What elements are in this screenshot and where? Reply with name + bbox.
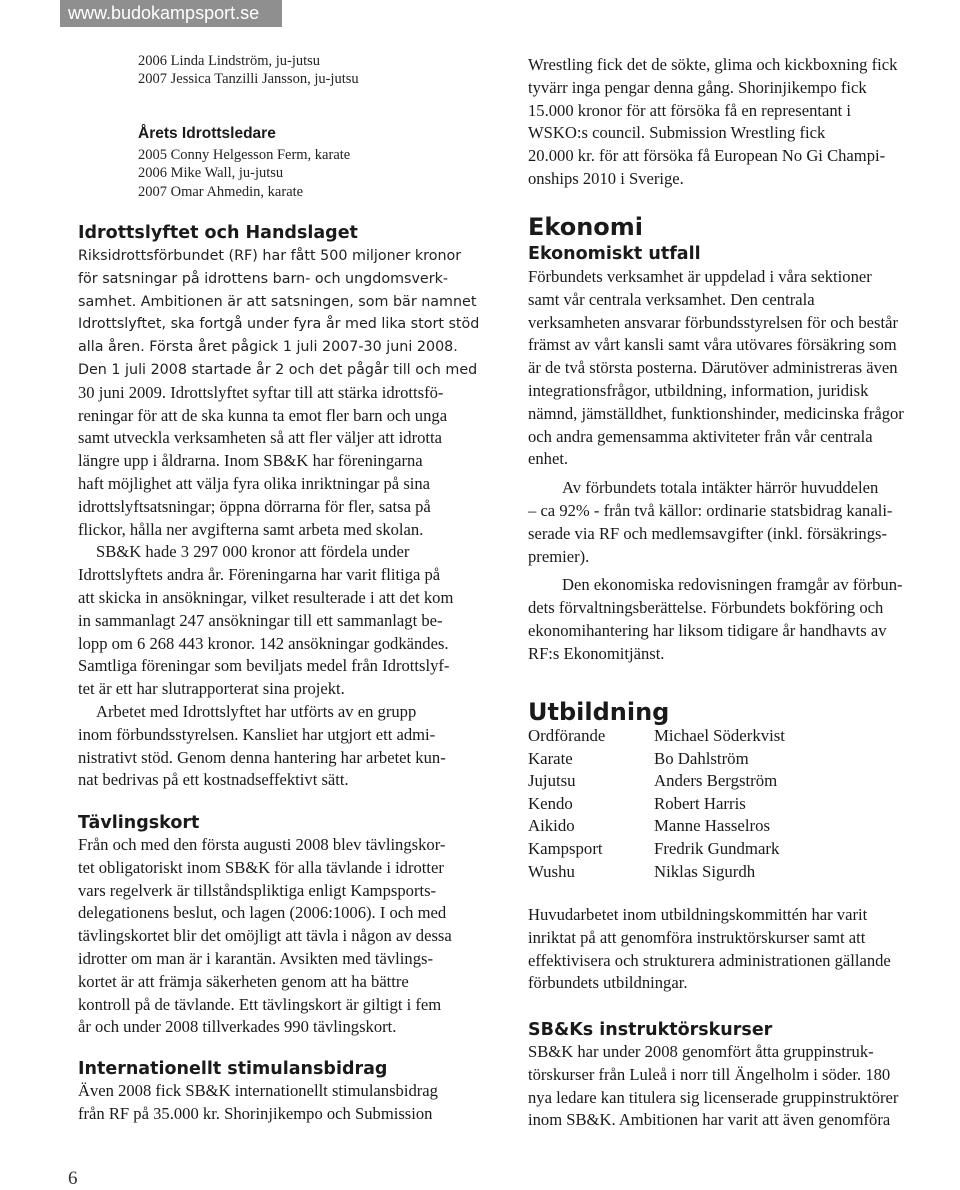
text-line: Arbetet med Idrottslyftet har utförts av en grupp — [96, 701, 417, 721]
idrottslyftet-paragraph-2 — [78, 541, 498, 701]
text-line: Den ekonomiska redovisningen framgår av förbun- — [562, 575, 903, 595]
section-heading-instruktorskurser: SB&Ks instruktörskurser — [528, 1020, 773, 1040]
leader-award-title: Årets Idrottsledare — [138, 125, 276, 142]
committee-row — [528, 861, 960, 884]
text-line: inriktat på att genomföra instruktörskurser samt att — [528, 927, 866, 947]
committee-row — [528, 770, 960, 793]
award-line: 2006 Mike Wall, ju-jutsu — [138, 165, 284, 182]
committee-row — [528, 793, 960, 816]
text-line: Samtliga föreningar som beviljats medel från Idrottslyf- — [78, 656, 450, 676]
text-line: Av förbundets totala intäkter härrör huvuddelen — [562, 478, 879, 498]
committee-role: Kendo — [528, 793, 573, 813]
text-line: nistrativt stöd. Genom denna hantering har arbetet kun- — [78, 747, 446, 767]
committee-member: Robert Harris — [654, 793, 746, 813]
text-line: SB&K hade 3 297 000 kronor att fördela under — [96, 542, 410, 562]
committee-row — [528, 725, 960, 748]
text-line: haft möjlighet att välja fyra olika inriktningar på sina — [78, 473, 431, 493]
committee-member: Niklas Sigurdh — [654, 861, 756, 881]
committee-row — [528, 815, 960, 838]
section-heading-ekonomi: Ekonomi — [528, 213, 644, 241]
leader-award-list — [78, 146, 498, 201]
text-line: törskurser från Luleå i norr till Ängelholm i söder. 180 — [528, 1064, 891, 1084]
committee-row — [528, 838, 960, 861]
text-line: reningar för att de ska kunna ta emot fler barn och unga — [78, 405, 448, 425]
committee-role: Karate — [528, 748, 573, 768]
text-line: främst av vårt kansli samt våra utövares försäkring som — [528, 335, 897, 355]
instruktor-paragraph — [528, 1041, 960, 1132]
text-line: att skicka in ansökningar, vilket resulterade i att det kom — [78, 587, 454, 607]
text-line: och andra gemensamma aktiviteter från vår centrala — [528, 426, 873, 446]
utbildning-committee-list — [528, 725, 960, 883]
text-line: nya ledare kan titulera sig licenserade gruppinstruktörer — [528, 1087, 899, 1107]
text-line: in sammanlagt 247 ansökningar till ett sammanlagt be- — [78, 610, 443, 630]
text-line: samt utveckla verksamheten så att fler väljer att idrotta — [78, 428, 442, 448]
text-line: 15.000 kronor för att försöka få en representant i — [528, 100, 852, 120]
text-line: serade via RF och medlemsavgifter (inkl. försäkrings- — [528, 523, 887, 543]
committee-member: Bo Dahlström — [654, 748, 749, 768]
idrottslyftet-intro — [78, 245, 498, 382]
text-line: SB&K har under 2008 genomfört åtta gruppinstruk- — [528, 1042, 874, 1061]
section-heading-tavlingskort: Tävlingskort — [78, 813, 200, 833]
text-line: ekonomihantering har liksom tidigare år handhavts av — [528, 620, 887, 640]
text-line: RF:s Ekonomitjänst. — [528, 643, 665, 663]
text-line: Även 2008 fick SB&K internationellt stimulansbidrag — [78, 1081, 438, 1100]
idrottslyftet-paragraph-1 — [78, 382, 498, 542]
text-line: alla åren. Första året pågick 1 juli 2007-30 juni 2008. — [78, 339, 458, 356]
text-line: Från och med den första augusti 2008 blev tävlingskor- — [78, 835, 446, 854]
text-line: flickor, hålla ner avgifterna samt arbeta med skolan. — [78, 519, 424, 539]
text-line: Riksidrottsförbundet (RF) har fått 500 miljoner kronor — [78, 248, 462, 264]
text-line: kortet är att främja säkerheten genom att ha bättre — [78, 971, 409, 991]
utbildning-paragraph — [528, 904, 960, 995]
ekonomi-paragraph-1 — [528, 266, 960, 471]
idrottslyftet-paragraph-3 — [78, 701, 498, 792]
text-line: för satsningar på idrottens barn- och ungdomsverk- — [78, 270, 449, 287]
text-line: år och under 2008 tillverkades 990 tävlingskort. — [78, 1017, 397, 1037]
text-line: tävlingskortet blir det omöjligt att tävla i någon av dessa — [78, 926, 452, 946]
continuation-paragraph — [528, 54, 960, 191]
idrottslyftet-body — [78, 245, 498, 792]
text-line: integrationsfrågor, utbildning, information, juridisk — [528, 380, 869, 400]
award-list-top — [78, 52, 498, 89]
text-line: Huvudarbetet inom utbildningskommittén har varit — [528, 905, 868, 924]
text-line: tet är ett har slutrapporterat sina projekt. — [78, 679, 345, 699]
ekonomi-body — [528, 266, 960, 666]
text-line: Idrottslyftets andra år. Föreningarna har varit flitiga på — [78, 565, 441, 585]
text-line: Den 1 juli 2008 startade år 2 och det pågår till och med — [78, 361, 478, 378]
text-line: 20.000 kr. för att försöka få European No Gi Champi- — [528, 146, 886, 166]
award-line: 2007 Omar Ahmedin, karate — [138, 183, 304, 200]
ekonomi-paragraph-2 — [528, 477, 960, 568]
tavlingskort-paragraph — [78, 834, 498, 1039]
text-line: längre upp i åldrarna. Inom SB&K har föreningarna — [78, 451, 423, 471]
text-line: lopp om 6 268 443 kronor. 142 ansökningar godkändes. — [78, 633, 449, 653]
text-line: WSKO:s council. Submission Wrestling fick — [528, 123, 826, 143]
text-line: tet obligatoriskt inom SB&K för alla tävlande i idrotter — [78, 857, 444, 877]
text-line: 30 juni 2009. Idrottslyftet syftar till att stärka idrottsfö- — [78, 382, 444, 402]
page-number: 6 — [68, 1168, 78, 1189]
text-line: inom SB&K. Ambitionen har varit att även genomföra — [528, 1110, 891, 1130]
award-line: 2005 Conny Helgesson Ferm, karate — [138, 147, 351, 163]
committee-member: Michael Söderkvist — [654, 726, 785, 745]
committee-member: Anders Bergström — [654, 771, 778, 791]
text-line: Idrottslyftet, ska fortgå under fyra år med lika stort stöd — [78, 316, 480, 333]
award-line: 2006 Linda Lindström, ju-jutsu — [138, 53, 321, 69]
text-line: verksamheten ansvarar förbundsstyrelsen för och består — [528, 312, 898, 332]
text-line: samt vår centrala verksamhet. Den centrala — [528, 289, 815, 309]
text-line: enhet. — [528, 449, 569, 469]
text-line: – ca 92% - från två källor: ordinarie statsbidrag kanali- — [528, 500, 893, 520]
text-line: Wrestling fick det de sökte, glima och kickboxning fick — [528, 55, 898, 74]
text-line: idrottslyftsatsningar; öppna dörrarna för fler, satsa på — [78, 496, 431, 516]
committee-role: Jujutsu — [528, 771, 576, 791]
text-line: från RF på 35.000 kr. Shorinjikempo och Submission — [78, 1103, 433, 1123]
text-line: tyvärr inga pengar denna gång. Shorinjikempo fick — [528, 77, 867, 97]
committee-row — [528, 748, 960, 771]
text-line: vars regelverk är tillståndspliktiga enligt Kampsports- — [78, 880, 437, 900]
text-line: premier). — [528, 546, 590, 566]
section-heading-utbildning: Utbildning — [528, 698, 670, 726]
text-line: nämnd, jämställdhet, funktionshinder, medicinska frågor — [528, 403, 904, 423]
section-heading-stimulans: Internationellt stimulansbidrag — [78, 1059, 388, 1079]
text-line: förbundets utbildningar. — [528, 973, 688, 993]
ekonomi-paragraph-3 — [528, 574, 960, 665]
text-line: delegationens beslut, och lagen (2006:1006). I och med — [78, 903, 447, 923]
award-line: 2007 Jessica Tanzilli Jansson, ju-jutsu — [138, 71, 359, 88]
text-line: dets förvaltningsberättelse. Förbundets bokföring och — [528, 598, 884, 618]
committee-role: Kampsport — [528, 838, 603, 858]
text-line: idrotter om man är i karantän. Avsikten med tävlings- — [78, 948, 433, 968]
section-heading-idrottslyftet: Idrottslyftet och Handslaget — [78, 223, 358, 243]
text-line: Förbundets verksamhet är uppdelad i våra sektioner — [528, 267, 872, 286]
committee-role: Aikido — [528, 816, 575, 836]
committee-member: Fredrik Gundmark — [654, 838, 780, 858]
subheading-ekonomiskt-utfall: Ekonomiskt utfall — [528, 244, 701, 264]
text-line: kontroll på de tävlande. Ett tävlingskort är giltigt i fem — [78, 994, 442, 1014]
text-line: effektivisera och strukturera administrationen gällande — [528, 950, 891, 970]
committee-role: Ordförande — [528, 726, 606, 745]
text-line: onships 2010 i Sverige. — [528, 168, 684, 188]
text-line: inom förbundsstyrelsen. Kansliet har utgjort ett admi- — [78, 724, 436, 744]
committee-role: Wushu — [528, 861, 575, 881]
committee-member: Manne Hasselros — [654, 816, 771, 836]
text-line: samhet. Ambitionen är att satsningen, som bär namnet — [78, 293, 477, 310]
stimulans-paragraph — [78, 1080, 498, 1126]
text-line: är de två största posterna. Därutöver administreras även — [528, 358, 898, 378]
text-line: nat bedrivas på ett kostnadseffektivt sätt. — [78, 770, 349, 790]
site-url-banner[interactable]: www.budokampsport.se — [60, 0, 282, 27]
